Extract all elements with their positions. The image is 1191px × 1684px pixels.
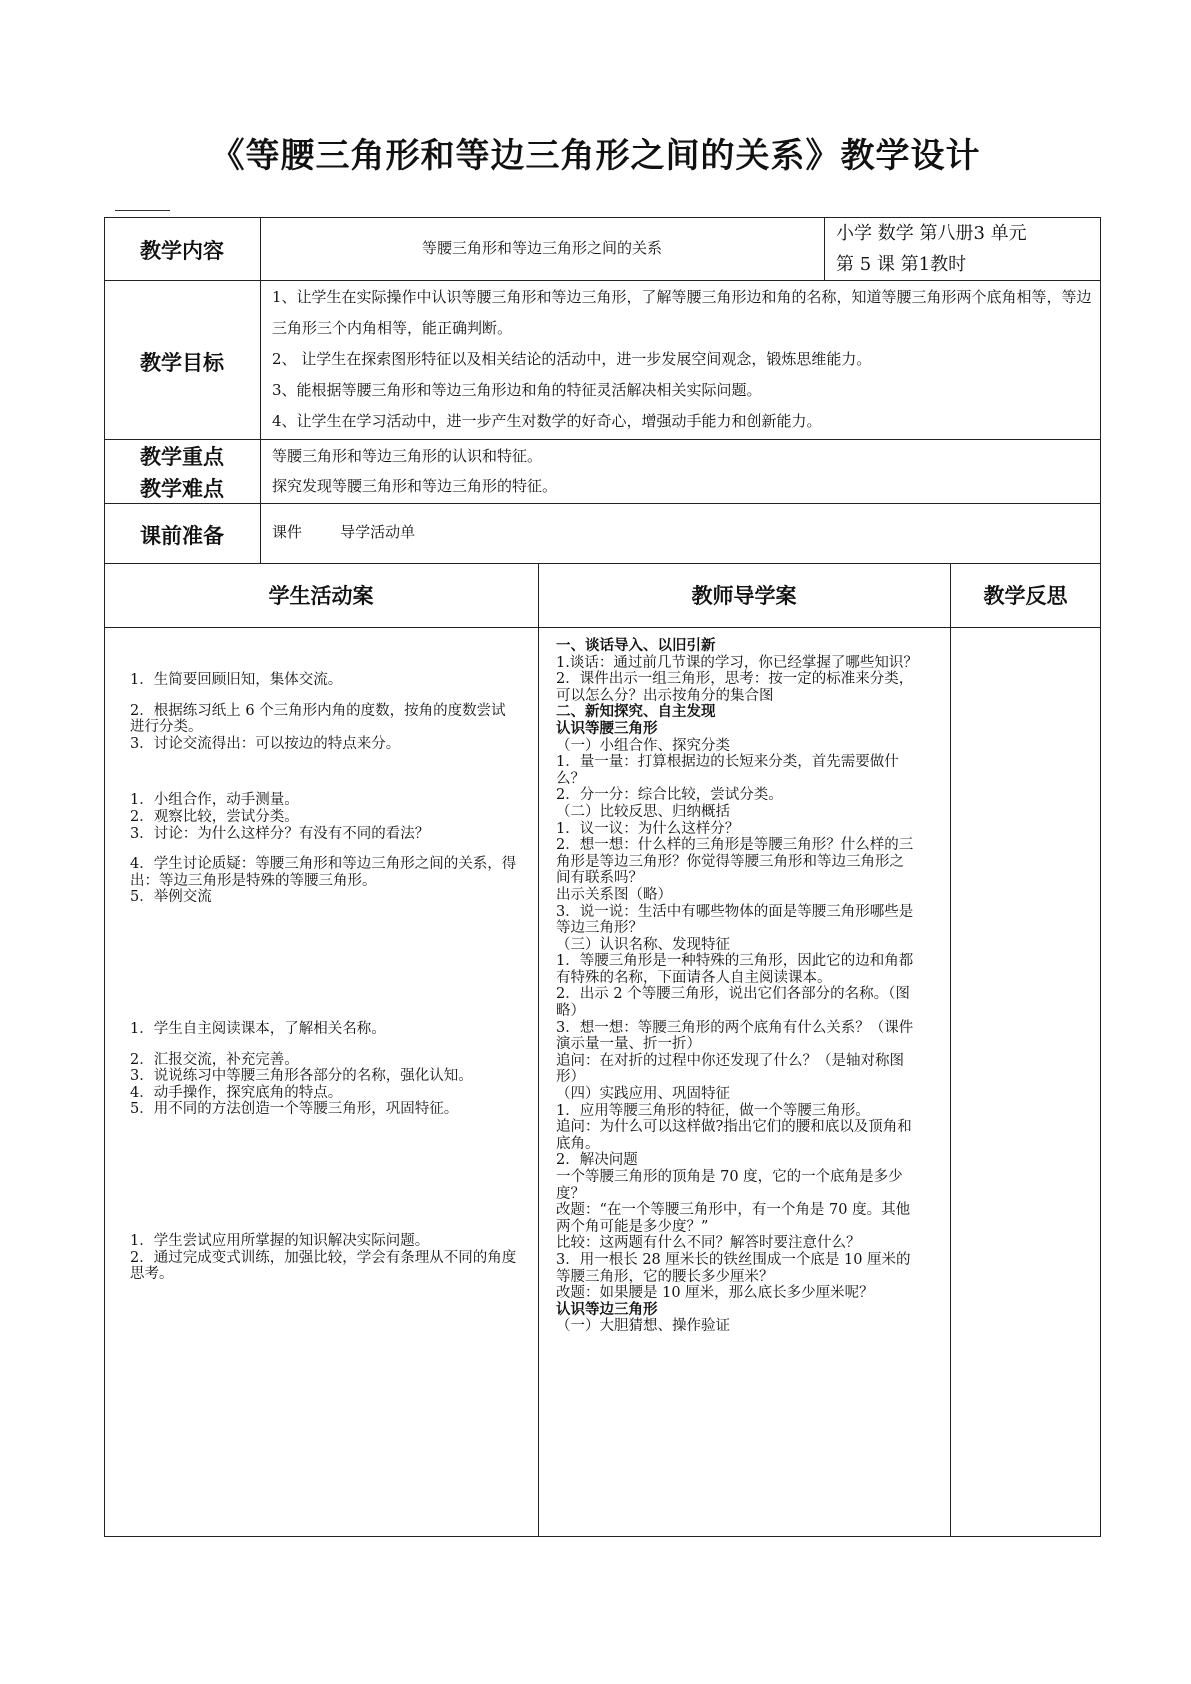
- row-divider: [104, 503, 1101, 504]
- preparation-label: 课前准备: [140, 524, 224, 548]
- teacher-column-header: 教师导学案: [691, 584, 797, 608]
- teacher-item: 3．说一说：生活中有哪些物体的面是等腰三角形哪些是等边三角形？: [556, 903, 914, 937]
- info-column-divider: [824, 217, 825, 280]
- teacher-item: 改题：如果腰是 10 厘米，那么底长多少厘米呢？: [556, 1285, 874, 1302]
- teacher-item: 1.谈话：通过前几节课的学习，你已经掌握了哪些知识？: [556, 654, 918, 671]
- objective-item: 4、让学生在学习活动中，进一步产生对数学的好奇心，增强动手能力和创新能力。: [272, 412, 822, 430]
- reflection-column-header: 教学反思: [983, 584, 1068, 608]
- student-item: 5．举例交流: [130, 889, 212, 906]
- student-item: 2．通过完成变式训练，加强比较，学会有条理从不同的角度思考。: [130, 1249, 517, 1283]
- student-item: 3．讨论：为什么这样分？有没有不同的看法？: [130, 825, 430, 842]
- student-item: 5．用不同的方法创造一个等腰三角形，巩固特征。: [130, 1101, 459, 1118]
- teacher-item: 追问：为什么可以这样做?指出它们的腰和底以及顶角和底角。: [556, 1119, 912, 1152]
- teacher-item: 2．解决问题: [556, 1152, 638, 1169]
- teacher-item: 1．量一量：打算根据边的长短来分类，首先需要做什么？: [556, 754, 899, 787]
- row-divider: [104, 280, 1101, 281]
- teacher-item: 改题：“在一个等腰三角形中，有一个角是 70 度。其他两个角可能是多少度？”: [556, 1202, 911, 1235]
- objectives-list: [272, 282, 1094, 437]
- teacher-item: 2．分一分：综合比较，尝试分类。: [556, 787, 783, 804]
- content-label: 教学内容: [140, 239, 224, 263]
- teacher-item: 1．等腰三角形是一种特殊的三角形，因此它的边和角都有特殊的名称，下面请各人自主阅读课本。: [556, 953, 914, 986]
- teacher-item: （一）小组合作、探究分类: [556, 737, 730, 754]
- teacher-guide: [556, 638, 918, 1335]
- student-item: 4．学生讨论质疑：等腰三角形和等边三角形之间的关系，得出：等边三角形是特殊的等腰三角形。: [130, 856, 517, 889]
- objective-item: 2、 让学生在探索图形特征以及相关结论的活动中，进一步发展空间观念，锻炼思维能力。: [272, 350, 872, 368]
- teacher-item: 出示关系图（略）: [556, 886, 672, 903]
- row-divider: [104, 439, 1101, 440]
- row-divider: [104, 563, 1101, 564]
- content-info-line2: 第 5 课 第1教时: [836, 254, 967, 275]
- teacher-item: 1．议一议：为什么这样分？: [556, 820, 740, 837]
- student-activities: [130, 672, 520, 1283]
- teacher-item: （三）认识名称、发现特征: [556, 936, 730, 953]
- teacher-item: 2．课件出示一组三角形，思考：按一定的标准来分类，可以怎么分？出示按角分的集合图: [556, 671, 914, 704]
- student-item: 1．学生尝试应用所掌握的知识解决实际问题。: [130, 1232, 430, 1249]
- teacher-item: 2．出示 2 个等腰三角形，说出它们各部分的名称。（图略）: [556, 986, 910, 1020]
- content-info-line1: 小学 数学 第八册3 单元: [836, 223, 1027, 244]
- student-item: 2．根据练习纸上 6 个三角形内角的度数，按角的度数尝试进行分类。: [130, 702, 506, 736]
- preparation-text: 课件 导学活动单: [272, 523, 416, 541]
- content-topic: 等腰三角形和等边三角形之间的关系: [421, 239, 662, 257]
- student-column-header: 学生活动案: [268, 584, 374, 608]
- teacher-item: 追问：在对折的过程中你还发现了什么？（是轴对称图形）: [556, 1052, 904, 1086]
- difficulty-label: 教学难点: [140, 477, 224, 501]
- teacher-heading: 认识等边三角形: [556, 1300, 658, 1318]
- document-title: 《等腰三角形和等边三角形之间的关系》教学设计: [210, 136, 981, 176]
- teacher-heading: 认识等腰三角形: [556, 719, 658, 737]
- teacher-reflection-divider: [950, 563, 951, 1537]
- teacher-heading: 二、新知探究、自主发现: [556, 703, 716, 721]
- student-item: 2．汇报交流，补充完善。: [130, 1051, 299, 1068]
- teacher-item: （四）实践应用、巩固特征: [556, 1086, 730, 1103]
- teacher-item: 1．应用等腰三角形的特征，做一个等腰三角形。: [556, 1102, 870, 1119]
- row-divider: [104, 627, 1101, 628]
- label-column-divider: [260, 217, 261, 563]
- key-point-label: 教学重点: [140, 445, 224, 469]
- objective-item: 1、让学生在实际操作中认识等腰三角形和等边三角形，了解等腰三角形边和角的名称，知道等腰三角形两个底角相等，等边三角形三个内角相等，能正确判断。: [272, 288, 1092, 337]
- teacher-item: 一个等腰三角形的顶角是 70 度，它的一个底角是多少度？: [556, 1169, 903, 1202]
- teacher-item: 3．用一根长 28 厘米长的铁丝围成一个底是 10 厘米的等腰三角形，它的腰长多少厘米？: [556, 1251, 911, 1285]
- objective-item: 3、能根据等腰三角形和等边三角形边和角的特征灵活解决相关实际问题。: [272, 381, 762, 399]
- student-item: 2．观察比较，尝试分类。: [130, 808, 299, 825]
- student-item: 4．动手操作，探究底角的特点。: [130, 1084, 343, 1101]
- teacher-heading: 一、谈话导入、以旧引新: [556, 637, 716, 654]
- teacher-item: （一）大胆猜想、操作验证: [556, 1318, 730, 1335]
- difficulty-text: 探究发现等腰三角形和等边三角形的特征。: [272, 477, 558, 495]
- objectives-label: 教学目标: [140, 351, 224, 375]
- student-item: 1．生简要回顾旧知，集体交流。: [130, 672, 343, 688]
- key-point-text: 等腰三角形和等边三角形的认识和特征。: [272, 447, 543, 465]
- teacher-item: 2．想一想：什么样的三角形是等腰三角形？什么样的三角形是等边三角形？你觉得等腰三角形和等边三角形之间有联系吗？: [556, 837, 914, 887]
- teacher-item: （二）比较反思、归纳概括: [556, 803, 730, 820]
- student-item: 1．学生自主阅读课本，了解相关名称。: [130, 1020, 386, 1037]
- student-item: 1．小组合作，动手测量。: [130, 792, 299, 809]
- teacher-item: 比较：这两题有什么不同？解答时要注意什么？: [556, 1235, 861, 1252]
- teacher-item: 3．想一想：等腰三角形的两个底角有什么关系？（课件演示量一量、折一折）: [556, 1019, 914, 1053]
- student-teacher-divider: [538, 563, 539, 1537]
- student-item: 3．讨论交流得出：可以按边的特点来分。: [130, 735, 401, 752]
- title-underline-mark: [115, 210, 170, 211]
- student-item: 3．说说练习中等腰三角形各部分的名称，强化认知。: [130, 1068, 473, 1085]
